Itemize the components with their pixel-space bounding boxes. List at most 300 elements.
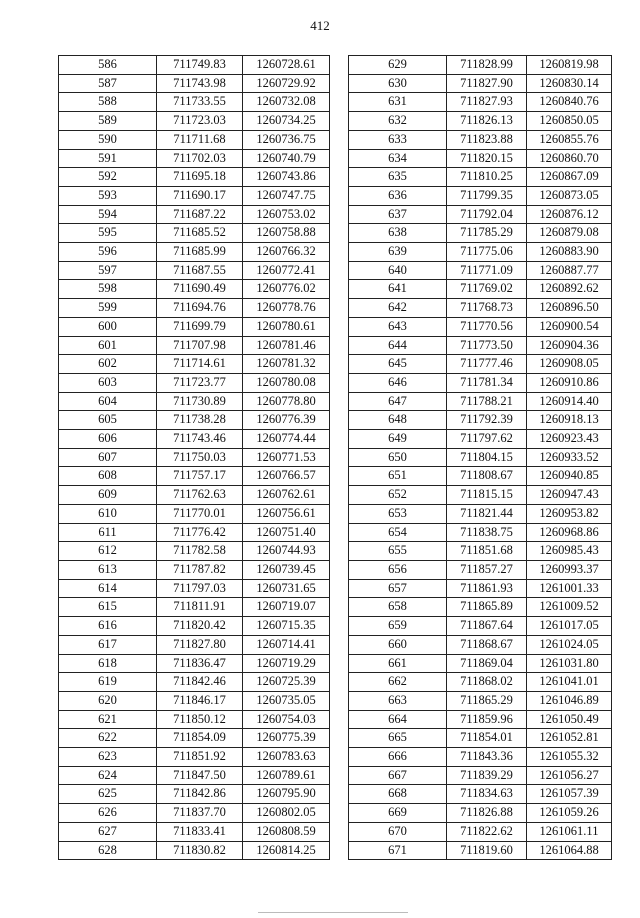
table-row	[59, 766, 330, 785]
y-coordinate-cell: 1260734.25	[243, 112, 330, 131]
point-number-cell: 635	[349, 168, 447, 187]
y-coordinate-cell: 1260731.65	[243, 579, 330, 598]
y-coordinate-cell: 1260873.05	[527, 186, 612, 205]
y-coordinate-cell: 1260914.40	[527, 392, 612, 411]
point-number-cell: 616	[59, 617, 157, 636]
y-coordinate-cell: 1260732.08	[243, 93, 330, 112]
table-row	[349, 467, 612, 486]
table-row	[59, 205, 330, 224]
x-coordinate-cell: 711750.03	[157, 448, 243, 467]
point-number-cell: 597	[59, 261, 157, 280]
x-coordinate-cell: 711827.80	[157, 635, 243, 654]
x-coordinate-cell: 711711.68	[157, 130, 243, 149]
y-coordinate-cell: 1260739.45	[243, 560, 330, 579]
table-row	[59, 411, 330, 430]
x-coordinate-cell: 711836.47	[157, 654, 243, 673]
x-coordinate-cell: 711823.88	[447, 130, 527, 149]
point-number-cell: 602	[59, 355, 157, 374]
point-number-cell: 619	[59, 673, 157, 692]
table-row	[349, 74, 612, 93]
point-number-cell: 634	[349, 149, 447, 168]
point-number-cell: 608	[59, 467, 157, 486]
table-row	[59, 93, 330, 112]
x-coordinate-cell: 711714.61	[157, 355, 243, 374]
point-number-cell: 628	[59, 841, 157, 860]
x-coordinate-cell: 711792.39	[447, 411, 527, 430]
table-row	[59, 617, 330, 636]
y-coordinate-cell: 1260867.09	[527, 168, 612, 187]
point-number-cell: 649	[349, 430, 447, 449]
y-coordinate-cell: 1260985.43	[527, 542, 612, 561]
x-coordinate-cell: 711826.88	[447, 804, 527, 823]
y-coordinate-cell: 1261017.05	[527, 617, 612, 636]
point-number-cell: 650	[349, 448, 447, 467]
y-coordinate-cell: 1261050.49	[527, 710, 612, 729]
x-coordinate-cell: 711743.98	[157, 74, 243, 93]
point-number-cell: 593	[59, 186, 157, 205]
y-coordinate-cell: 1261001.33	[527, 579, 612, 598]
x-coordinate-cell: 711730.89	[157, 392, 243, 411]
x-coordinate-cell: 711792.04	[447, 205, 527, 224]
x-coordinate-cell: 711699.79	[157, 317, 243, 336]
x-coordinate-cell: 711804.15	[447, 448, 527, 467]
y-coordinate-cell: 1260947.43	[527, 486, 612, 505]
x-coordinate-cell: 711868.67	[447, 635, 527, 654]
table-row	[349, 392, 612, 411]
y-coordinate-cell: 1260766.32	[243, 243, 330, 262]
point-number-cell: 622	[59, 729, 157, 748]
x-coordinate-cell: 711723.77	[157, 373, 243, 392]
point-number-cell: 600	[59, 317, 157, 336]
y-coordinate-cell: 1260740.79	[243, 149, 330, 168]
x-coordinate-cell: 711702.03	[157, 149, 243, 168]
point-number-cell: 612	[59, 542, 157, 561]
x-coordinate-cell: 711850.12	[157, 710, 243, 729]
table-row	[59, 691, 330, 710]
point-number-cell: 671	[349, 841, 447, 860]
table-row	[349, 748, 612, 767]
point-number-cell: 638	[349, 224, 447, 243]
y-coordinate-cell: 1261057.39	[527, 785, 612, 804]
y-coordinate-cell: 1260714.41	[243, 635, 330, 654]
y-coordinate-cell: 1260776.39	[243, 411, 330, 430]
x-coordinate-cell: 711757.17	[157, 467, 243, 486]
point-number-cell: 632	[349, 112, 447, 131]
table-row	[349, 654, 612, 673]
point-number-cell: 588	[59, 93, 157, 112]
x-coordinate-cell: 711834.63	[447, 785, 527, 804]
point-number-cell: 589	[59, 112, 157, 131]
y-coordinate-cell: 1260918.13	[527, 411, 612, 430]
table-row	[59, 822, 330, 841]
point-number-cell: 592	[59, 168, 157, 187]
table-row	[59, 130, 330, 149]
table-row	[59, 149, 330, 168]
table-row	[349, 317, 612, 336]
x-coordinate-cell: 711815.15	[447, 486, 527, 505]
table-row	[59, 373, 330, 392]
x-coordinate-cell: 711768.73	[447, 299, 527, 318]
y-coordinate-cell: 1261024.05	[527, 635, 612, 654]
y-coordinate-cell: 1261052.81	[527, 729, 612, 748]
table-row	[349, 168, 612, 187]
y-coordinate-cell: 1261064.88	[527, 841, 612, 860]
y-coordinate-cell: 1260756.61	[243, 504, 330, 523]
table-row	[59, 336, 330, 355]
point-number-cell: 651	[349, 467, 447, 486]
point-number-cell: 657	[349, 579, 447, 598]
table-row	[59, 673, 330, 692]
table-row	[349, 504, 612, 523]
point-number-cell: 662	[349, 673, 447, 692]
y-coordinate-cell: 1260993.37	[527, 560, 612, 579]
coordinate-table-left	[58, 55, 330, 860]
y-coordinate-cell: 1261059.26	[527, 804, 612, 823]
y-coordinate-cell: 1260808.59	[243, 822, 330, 841]
coordinate-table-right-body	[349, 56, 612, 860]
table-row	[349, 822, 612, 841]
point-number-cell: 594	[59, 205, 157, 224]
point-number-cell: 604	[59, 392, 157, 411]
x-coordinate-cell: 711830.82	[157, 841, 243, 860]
point-number-cell: 590	[59, 130, 157, 149]
point-number-cell: 652	[349, 486, 447, 505]
y-coordinate-cell: 1260789.61	[243, 766, 330, 785]
point-number-cell: 587	[59, 74, 157, 93]
x-coordinate-cell: 711685.99	[157, 243, 243, 262]
x-coordinate-cell: 711819.60	[447, 841, 527, 860]
point-number-cell: 617	[59, 635, 157, 654]
point-number-cell: 623	[59, 748, 157, 767]
y-coordinate-cell: 1260802.05	[243, 804, 330, 823]
x-coordinate-cell: 711839.29	[447, 766, 527, 785]
x-coordinate-cell: 711781.34	[447, 373, 527, 392]
y-coordinate-cell: 1260775.39	[243, 729, 330, 748]
table-row	[59, 186, 330, 205]
x-coordinate-cell: 711865.89	[447, 598, 527, 617]
table-row	[349, 542, 612, 561]
point-number-cell: 595	[59, 224, 157, 243]
point-number-cell: 640	[349, 261, 447, 280]
point-number-cell: 598	[59, 280, 157, 299]
table-row	[59, 579, 330, 598]
x-coordinate-cell: 711770.01	[157, 504, 243, 523]
table-row	[349, 411, 612, 430]
y-coordinate-cell: 1260910.86	[527, 373, 612, 392]
x-coordinate-cell: 711733.55	[157, 93, 243, 112]
y-coordinate-cell: 1260725.39	[243, 673, 330, 692]
x-coordinate-cell: 711749.83	[157, 56, 243, 75]
point-number-cell: 637	[349, 205, 447, 224]
x-coordinate-cell: 711828.99	[447, 56, 527, 75]
coordinate-table-left-body	[59, 56, 330, 860]
x-coordinate-cell: 711738.28	[157, 411, 243, 430]
x-coordinate-cell: 711827.93	[447, 93, 527, 112]
y-coordinate-cell: 1260923.43	[527, 430, 612, 449]
table-row	[349, 355, 612, 374]
point-number-cell: 630	[349, 74, 447, 93]
point-number-cell: 621	[59, 710, 157, 729]
point-number-cell: 596	[59, 243, 157, 262]
x-coordinate-cell: 711723.03	[157, 112, 243, 131]
x-coordinate-cell: 711743.46	[157, 430, 243, 449]
table-row	[59, 299, 330, 318]
footer-divider	[258, 912, 408, 913]
x-coordinate-cell: 711775.06	[447, 243, 527, 262]
table-row	[59, 112, 330, 131]
y-coordinate-cell: 1260781.46	[243, 336, 330, 355]
coordinate-table-right	[348, 55, 612, 860]
y-coordinate-cell: 1260968.86	[527, 523, 612, 542]
x-coordinate-cell: 711833.41	[157, 822, 243, 841]
y-coordinate-cell: 1261055.32	[527, 748, 612, 767]
x-coordinate-cell: 711762.63	[157, 486, 243, 505]
table-row	[349, 635, 612, 654]
point-number-cell: 614	[59, 579, 157, 598]
point-number-cell: 639	[349, 243, 447, 262]
point-number-cell: 643	[349, 317, 447, 336]
x-coordinate-cell: 711827.90	[447, 74, 527, 93]
x-coordinate-cell: 711851.68	[447, 542, 527, 561]
x-coordinate-cell: 711788.21	[447, 392, 527, 411]
point-number-cell: 613	[59, 560, 157, 579]
point-number-cell: 625	[59, 785, 157, 804]
table-row	[349, 785, 612, 804]
table-row	[59, 168, 330, 187]
table-row	[349, 560, 612, 579]
table-row	[59, 523, 330, 542]
table-row	[349, 523, 612, 542]
y-coordinate-cell: 1260771.53	[243, 448, 330, 467]
point-number-cell: 659	[349, 617, 447, 636]
point-number-cell: 606	[59, 430, 157, 449]
x-coordinate-cell: 711821.44	[447, 504, 527, 523]
x-coordinate-cell: 711797.03	[157, 579, 243, 598]
point-number-cell: 629	[349, 56, 447, 75]
x-coordinate-cell: 711787.82	[157, 560, 243, 579]
x-coordinate-cell: 711773.50	[447, 336, 527, 355]
point-number-cell: 601	[59, 336, 157, 355]
x-coordinate-cell: 711820.42	[157, 617, 243, 636]
y-coordinate-cell: 1261041.01	[527, 673, 612, 692]
point-number-cell: 610	[59, 504, 157, 523]
table-row	[59, 504, 330, 523]
x-coordinate-cell: 711782.58	[157, 542, 243, 561]
y-coordinate-cell: 1260795.90	[243, 785, 330, 804]
point-number-cell: 642	[349, 299, 447, 318]
table-row	[349, 710, 612, 729]
point-number-cell: 648	[349, 411, 447, 430]
y-coordinate-cell: 1261031.80	[527, 654, 612, 673]
x-coordinate-cell: 711810.25	[447, 168, 527, 187]
x-coordinate-cell: 711687.22	[157, 205, 243, 224]
point-number-cell: 644	[349, 336, 447, 355]
table-row	[59, 243, 330, 262]
x-coordinate-cell: 711861.93	[447, 579, 527, 598]
y-coordinate-cell: 1260783.63	[243, 748, 330, 767]
y-coordinate-cell: 1260896.50	[527, 299, 612, 318]
y-coordinate-cell: 1260953.82	[527, 504, 612, 523]
y-coordinate-cell: 1260743.86	[243, 168, 330, 187]
table-row	[59, 729, 330, 748]
table-row	[59, 598, 330, 617]
x-coordinate-cell: 711695.18	[157, 168, 243, 187]
y-coordinate-cell: 1260715.35	[243, 617, 330, 636]
y-coordinate-cell: 1260781.32	[243, 355, 330, 374]
table-row	[349, 841, 612, 860]
y-coordinate-cell: 1260736.75	[243, 130, 330, 149]
table-row	[349, 112, 612, 131]
table-row	[59, 785, 330, 804]
table-row	[349, 93, 612, 112]
x-coordinate-cell: 711776.42	[157, 523, 243, 542]
table-row	[349, 186, 612, 205]
x-coordinate-cell: 711820.15	[447, 149, 527, 168]
point-number-cell: 661	[349, 654, 447, 673]
table-row	[59, 74, 330, 93]
table-row	[349, 56, 612, 75]
point-number-cell: 599	[59, 299, 157, 318]
point-number-cell: 605	[59, 411, 157, 430]
point-number-cell: 636	[349, 186, 447, 205]
table-row	[349, 299, 612, 318]
y-coordinate-cell: 1261061.11	[527, 822, 612, 841]
y-coordinate-cell: 1260814.25	[243, 841, 330, 860]
y-coordinate-cell: 1260758.88	[243, 224, 330, 243]
y-coordinate-cell: 1260778.76	[243, 299, 330, 318]
x-coordinate-cell: 711826.13	[447, 112, 527, 131]
x-coordinate-cell: 711842.86	[157, 785, 243, 804]
table-row	[59, 56, 330, 75]
point-number-cell: 607	[59, 448, 157, 467]
x-coordinate-cell: 711707.98	[157, 336, 243, 355]
x-coordinate-cell: 711846.17	[157, 691, 243, 710]
y-coordinate-cell: 1260933.52	[527, 448, 612, 467]
table-row	[349, 205, 612, 224]
x-coordinate-cell: 711867.64	[447, 617, 527, 636]
x-coordinate-cell: 711869.04	[447, 654, 527, 673]
y-coordinate-cell: 1260719.07	[243, 598, 330, 617]
point-number-cell: 624	[59, 766, 157, 785]
table-row	[349, 149, 612, 168]
y-coordinate-cell: 1260900.54	[527, 317, 612, 336]
x-coordinate-cell: 711854.01	[447, 729, 527, 748]
table-row	[59, 560, 330, 579]
x-coordinate-cell: 711770.56	[447, 317, 527, 336]
point-number-cell: 670	[349, 822, 447, 841]
table-row	[349, 486, 612, 505]
point-number-cell: 663	[349, 691, 447, 710]
table-row	[349, 691, 612, 710]
point-number-cell: 653	[349, 504, 447, 523]
y-coordinate-cell: 1260876.12	[527, 205, 612, 224]
y-coordinate-cell: 1260735.05	[243, 691, 330, 710]
point-number-cell: 655	[349, 542, 447, 561]
y-coordinate-cell: 1260754.03	[243, 710, 330, 729]
table-row	[59, 542, 330, 561]
y-coordinate-cell: 1260744.93	[243, 542, 330, 561]
point-number-cell: 660	[349, 635, 447, 654]
x-coordinate-cell: 711808.67	[447, 467, 527, 486]
point-number-cell: 646	[349, 373, 447, 392]
point-number-cell: 641	[349, 280, 447, 299]
point-number-cell: 627	[59, 822, 157, 841]
table-row	[349, 673, 612, 692]
table-row	[349, 430, 612, 449]
page-number: 412	[310, 18, 330, 33]
table-row	[59, 224, 330, 243]
y-coordinate-cell: 1260780.08	[243, 373, 330, 392]
table-row	[349, 448, 612, 467]
x-coordinate-cell: 711842.46	[157, 673, 243, 692]
x-coordinate-cell: 711838.75	[447, 523, 527, 542]
y-coordinate-cell: 1260766.57	[243, 467, 330, 486]
table-row	[59, 841, 330, 860]
point-number-cell: 631	[349, 93, 447, 112]
table-row	[59, 280, 330, 299]
point-number-cell: 664	[349, 710, 447, 729]
x-coordinate-cell: 711694.76	[157, 299, 243, 318]
x-coordinate-cell: 711797.62	[447, 430, 527, 449]
y-coordinate-cell: 1260780.61	[243, 317, 330, 336]
table-row	[59, 355, 330, 374]
table-row	[349, 224, 612, 243]
table-row	[349, 579, 612, 598]
x-coordinate-cell: 711690.49	[157, 280, 243, 299]
x-coordinate-cell: 711847.50	[157, 766, 243, 785]
y-coordinate-cell: 1260904.36	[527, 336, 612, 355]
table-row	[59, 317, 330, 336]
y-coordinate-cell: 1261046.89	[527, 691, 612, 710]
x-coordinate-cell: 711769.02	[447, 280, 527, 299]
point-number-cell: 615	[59, 598, 157, 617]
x-coordinate-cell: 711857.27	[447, 560, 527, 579]
point-number-cell: 654	[349, 523, 447, 542]
table-row	[349, 243, 612, 262]
table-row	[349, 261, 612, 280]
y-coordinate-cell: 1260751.40	[243, 523, 330, 542]
table-row	[349, 373, 612, 392]
point-number-cell: 603	[59, 373, 157, 392]
point-number-cell: 591	[59, 149, 157, 168]
y-coordinate-cell: 1260719.29	[243, 654, 330, 673]
x-coordinate-cell: 711785.29	[447, 224, 527, 243]
x-coordinate-cell: 711868.02	[447, 673, 527, 692]
table-row	[59, 261, 330, 280]
x-coordinate-cell: 711865.29	[447, 691, 527, 710]
point-number-cell: 647	[349, 392, 447, 411]
x-coordinate-cell: 711851.92	[157, 748, 243, 767]
point-number-cell: 658	[349, 598, 447, 617]
y-coordinate-cell: 1260860.70	[527, 149, 612, 168]
table-row	[349, 804, 612, 823]
table-row	[349, 729, 612, 748]
y-coordinate-cell: 1260887.77	[527, 261, 612, 280]
point-number-cell: 667	[349, 766, 447, 785]
x-coordinate-cell: 711837.70	[157, 804, 243, 823]
x-coordinate-cell: 711843.36	[447, 748, 527, 767]
y-coordinate-cell: 1260819.98	[527, 56, 612, 75]
x-coordinate-cell: 711859.96	[447, 710, 527, 729]
y-coordinate-cell: 1260728.61	[243, 56, 330, 75]
point-number-cell: 669	[349, 804, 447, 823]
table-row	[349, 766, 612, 785]
y-coordinate-cell: 1260729.92	[243, 74, 330, 93]
point-number-cell: 620	[59, 691, 157, 710]
x-coordinate-cell: 711690.17	[157, 186, 243, 205]
table-row	[349, 617, 612, 636]
y-coordinate-cell: 1260762.61	[243, 486, 330, 505]
